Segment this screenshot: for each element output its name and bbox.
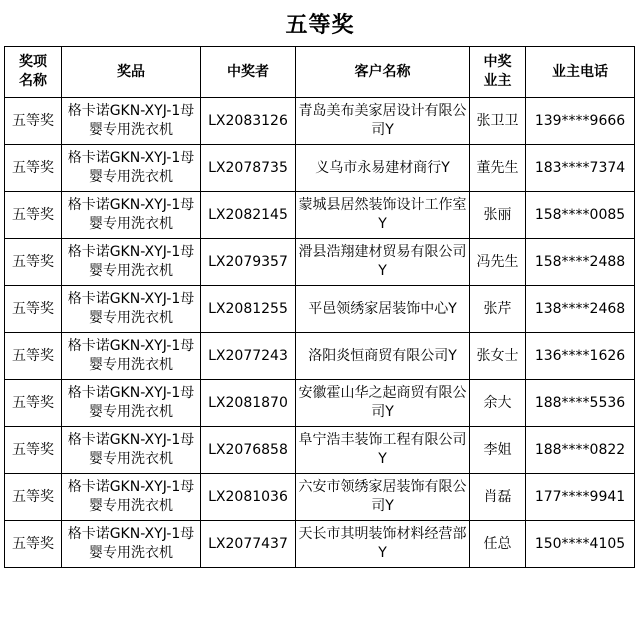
cell-prize: 格卡诺GKN-XYJ-1母婴专用洗衣机	[62, 427, 201, 474]
cell-award: 五等奖	[5, 521, 62, 568]
cell-phone: 150****4105	[526, 521, 635, 568]
table-row	[5, 98, 635, 145]
cell-customer: 安徽霍山华之起商贸有限公司Y	[296, 380, 470, 427]
cell-owner: 肖磊	[470, 474, 526, 521]
header-award-name: 奖项 名称	[5, 47, 62, 98]
cell-winner: LX2083126	[201, 98, 296, 145]
cell-winner: LX2077243	[201, 333, 296, 380]
cell-customer: 六安市领绣家居装饰有限公司Y	[296, 474, 470, 521]
cell-award: 五等奖	[5, 145, 62, 192]
header-winning-owner: 中奖 业主	[470, 47, 526, 98]
cell-award: 五等奖	[5, 380, 62, 427]
cell-phone: 139****9666	[526, 98, 635, 145]
cell-customer: 阜宁浩丰装饰工程有限公司Y	[296, 427, 470, 474]
cell-owner: 李姐	[470, 427, 526, 474]
cell-owner: 张卫卫	[470, 98, 526, 145]
cell-phone: 158****0085	[526, 192, 635, 239]
cell-owner: 董先生	[470, 145, 526, 192]
cell-winner: LX2076858	[201, 427, 296, 474]
header-owner-phone: 业主电话	[526, 47, 635, 98]
table-row	[5, 521, 635, 568]
cell-award: 五等奖	[5, 333, 62, 380]
table-header-row	[5, 47, 635, 98]
cell-prize: 格卡诺GKN-XYJ-1母婴专用洗衣机	[62, 474, 201, 521]
cell-phone: 136****1626	[526, 333, 635, 380]
cell-award: 五等奖	[5, 239, 62, 286]
cell-winner: LX2081870	[201, 380, 296, 427]
cell-winner: LX2079357	[201, 239, 296, 286]
cell-customer: 蒙城县居然装饰设计工作室Y	[296, 192, 470, 239]
cell-owner: 张芹	[470, 286, 526, 333]
cell-phone: 138****2468	[526, 286, 635, 333]
table-row	[5, 474, 635, 521]
table-row	[5, 286, 635, 333]
cell-customer: 天长市其明装饰材料经营部Y	[296, 521, 470, 568]
cell-phone: 158****2488	[526, 239, 635, 286]
cell-phone: 183****7374	[526, 145, 635, 192]
table-row	[5, 380, 635, 427]
header-winner: 中奖者	[201, 47, 296, 98]
cell-phone: 188****0822	[526, 427, 635, 474]
cell-prize: 格卡诺GKN-XYJ-1母婴专用洗衣机	[62, 192, 201, 239]
cell-winner: LX2081255	[201, 286, 296, 333]
cell-prize: 格卡诺GKN-XYJ-1母婴专用洗衣机	[62, 286, 201, 333]
cell-prize: 格卡诺GKN-XYJ-1母婴专用洗衣机	[62, 239, 201, 286]
header-prize: 奖品	[62, 47, 201, 98]
winners-table	[4, 46, 635, 568]
cell-phone: 177****9941	[526, 474, 635, 521]
table-row	[5, 145, 635, 192]
cell-prize: 格卡诺GKN-XYJ-1母婴专用洗衣机	[62, 333, 201, 380]
cell-award: 五等奖	[5, 192, 62, 239]
cell-customer: 洛阳炎恒商贸有限公司Y	[296, 333, 470, 380]
cell-winner: LX2078735	[201, 145, 296, 192]
cell-customer: 青岛美布美家居设计有限公司Y	[296, 98, 470, 145]
table-row	[5, 192, 635, 239]
page-title: 五等奖	[285, 13, 355, 38]
cell-customer: 滑县浩翔建材贸易有限公司Y	[296, 239, 470, 286]
cell-prize: 格卡诺GKN-XYJ-1母婴专用洗衣机	[62, 98, 201, 145]
table-row	[5, 427, 635, 474]
cell-phone: 188****5536	[526, 380, 635, 427]
cell-award: 五等奖	[5, 427, 62, 474]
cell-award: 五等奖	[5, 286, 62, 333]
cell-prize: 格卡诺GKN-XYJ-1母婴专用洗衣机	[62, 145, 201, 192]
cell-award: 五等奖	[5, 98, 62, 145]
header-customer-name: 客户名称	[296, 47, 470, 98]
cell-owner: 张丽	[470, 192, 526, 239]
cell-customer: 义乌市永易建材商行Y	[296, 145, 470, 192]
cell-prize: 格卡诺GKN-XYJ-1母婴专用洗衣机	[62, 380, 201, 427]
cell-owner: 任总	[470, 521, 526, 568]
cell-owner: 余大	[470, 380, 526, 427]
table-row	[5, 333, 635, 380]
cell-owner: 冯先生	[470, 239, 526, 286]
cell-winner: LX2081036	[201, 474, 296, 521]
cell-winner: LX2077437	[201, 521, 296, 568]
table-row	[5, 239, 635, 286]
cell-winner: LX2082145	[201, 192, 296, 239]
cell-owner: 张女士	[470, 333, 526, 380]
cell-award: 五等奖	[5, 474, 62, 521]
cell-prize: 格卡诺GKN-XYJ-1母婴专用洗衣机	[62, 521, 201, 568]
cell-customer: 平邑领绣家居装饰中心Y	[296, 286, 470, 333]
